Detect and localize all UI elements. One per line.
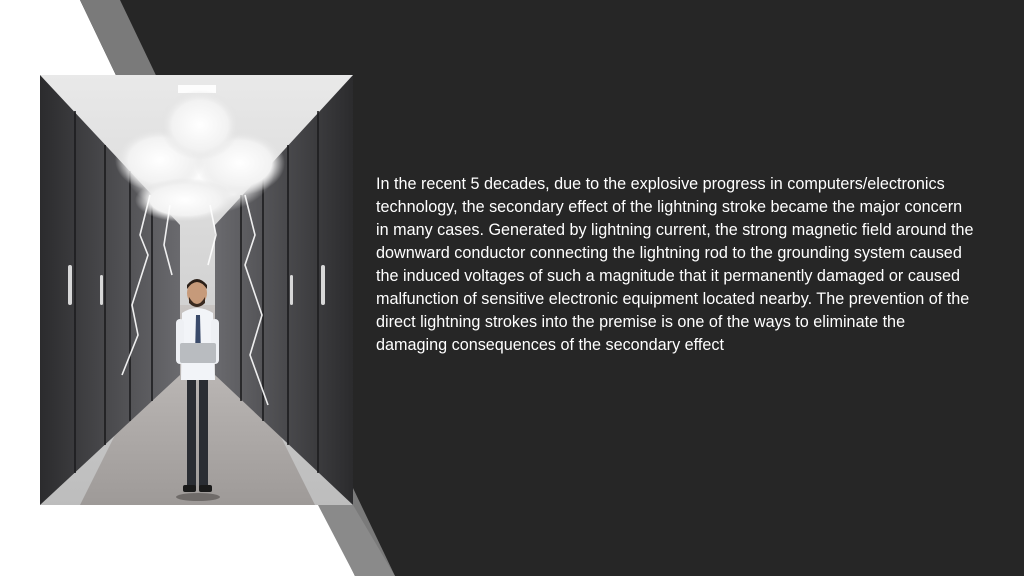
server-room-photo <box>40 75 353 505</box>
body-paragraph: In the recent 5 decades, due to the explosive progress in computers/electronics technology, the secondary effect of the lightning stroke became the major concern in many cases. Generated by lightning current, the strong magnetic field around the downward conductor connecting the lightning rod to the grounding system caused the induced voltages of such a magnitude that it permanently damaged or caused malfunction of sensitive electronic equipment located nearby. The prevention of the direct lightning strokes into the premise is one of the ways to eliminate the damaging consequences of the secondary effect <box>376 175 974 354</box>
